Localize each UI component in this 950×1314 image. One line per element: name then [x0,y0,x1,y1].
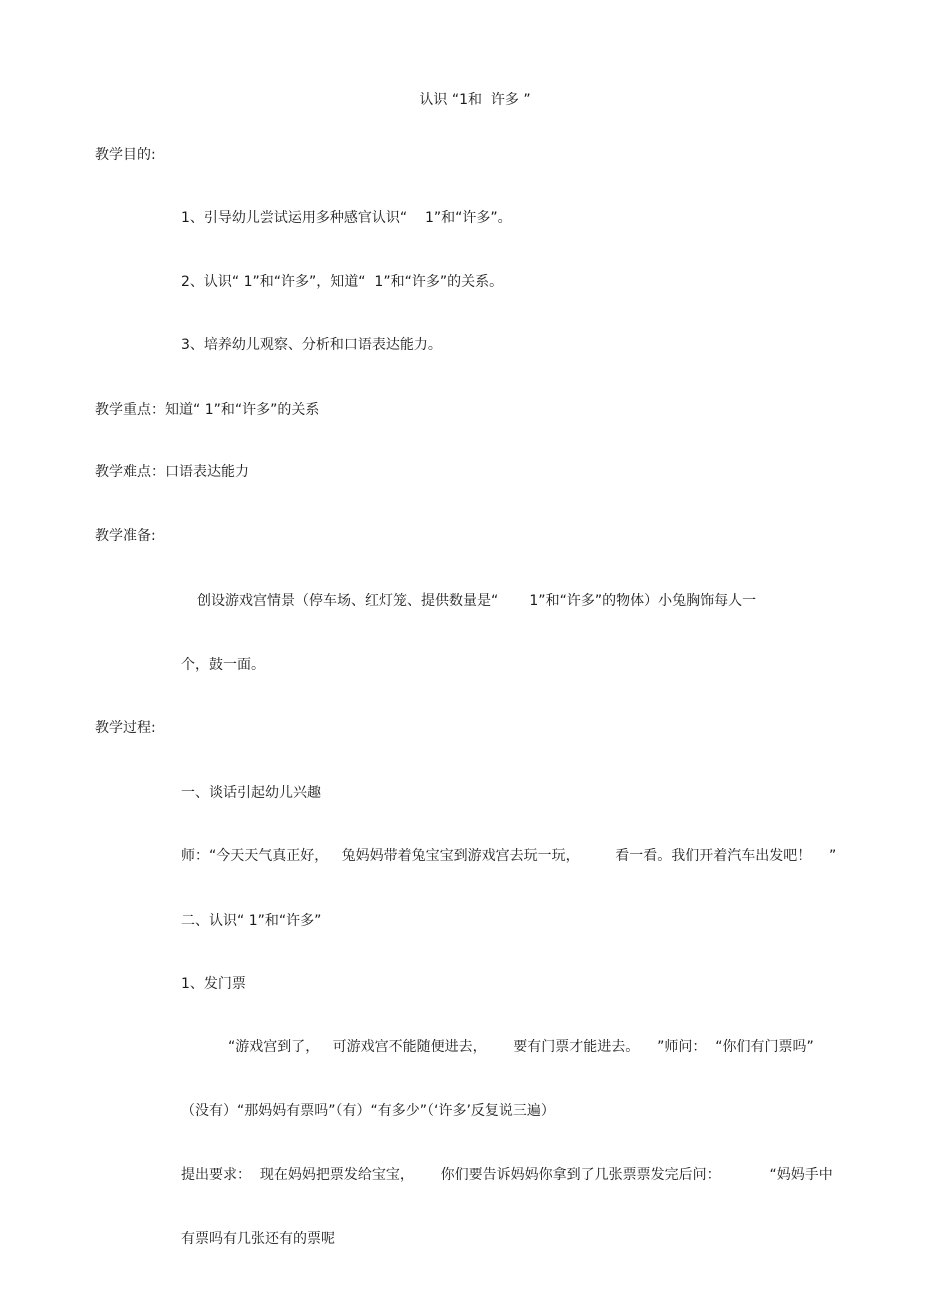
section-heading-process: 教学过程: [95,720,156,736]
objective-item-3: 3、培养幼儿观察、分析和口语表达能力。 [181,337,442,353]
process-substep-1-line-2: （没有）“那妈妈有票吗”（有）“有多少”（‘许多’反复说三遍） [181,1103,555,1119]
process-substep-1-line-1: “游戏宫到了， 可游戏宫不能随便进去， 要有门票才能进去。 ”师问： “你们有门票吗” [228,1039,814,1055]
preparation-paragraph-line-1: 创设游戏宫情景（停车场、红灯笼、提供数量是“ 1”和“许多”的物体）小兔胸饰每人一 [197,593,757,609]
process-step-1-heading: 一、谈话引起幼儿兴趣 [181,785,321,801]
section-key-point: 教学重点：知道“ 1”和“许多”的关系 [95,402,320,418]
process-substep-1-line-4: 有票吗有几张还有的票呢 [181,1231,335,1247]
process-substep-1-line-3: 提出要求： 现在妈妈把票发给宝宝， 你们要告诉妈妈你拿到了几张票票发完后问： “妈妈手中 [181,1167,833,1183]
section-heading-preparation: 教学准备: [95,528,156,544]
document-title: 认识 “1和 许多 ” [419,92,531,108]
process-step-2-heading: 二、认识“ 1”和“许多” [181,913,322,929]
section-difficulty: 教学难点：口语表达能力 [95,464,249,480]
preparation-paragraph-line-2: 个，鼓一面。 [181,657,265,673]
section-heading-objectives: 教学目的: [95,147,156,163]
process-substep-1-heading: 1、发门票 [181,976,246,992]
objective-item-2: 2、认识“ 1”和“许多”，知道“ 1”和“许多”的关系。 [181,274,504,290]
objective-item-1: 1、引导幼儿尝试运用多种感官认识“ 1”和“许多”。 [181,210,512,226]
process-step-1-dialogue: 师：“今天天气真正好， 兔妈妈带着兔宝宝到游戏宫去玩一玩， 看一看。我们开着汽车出发吧！ ” [181,848,837,864]
